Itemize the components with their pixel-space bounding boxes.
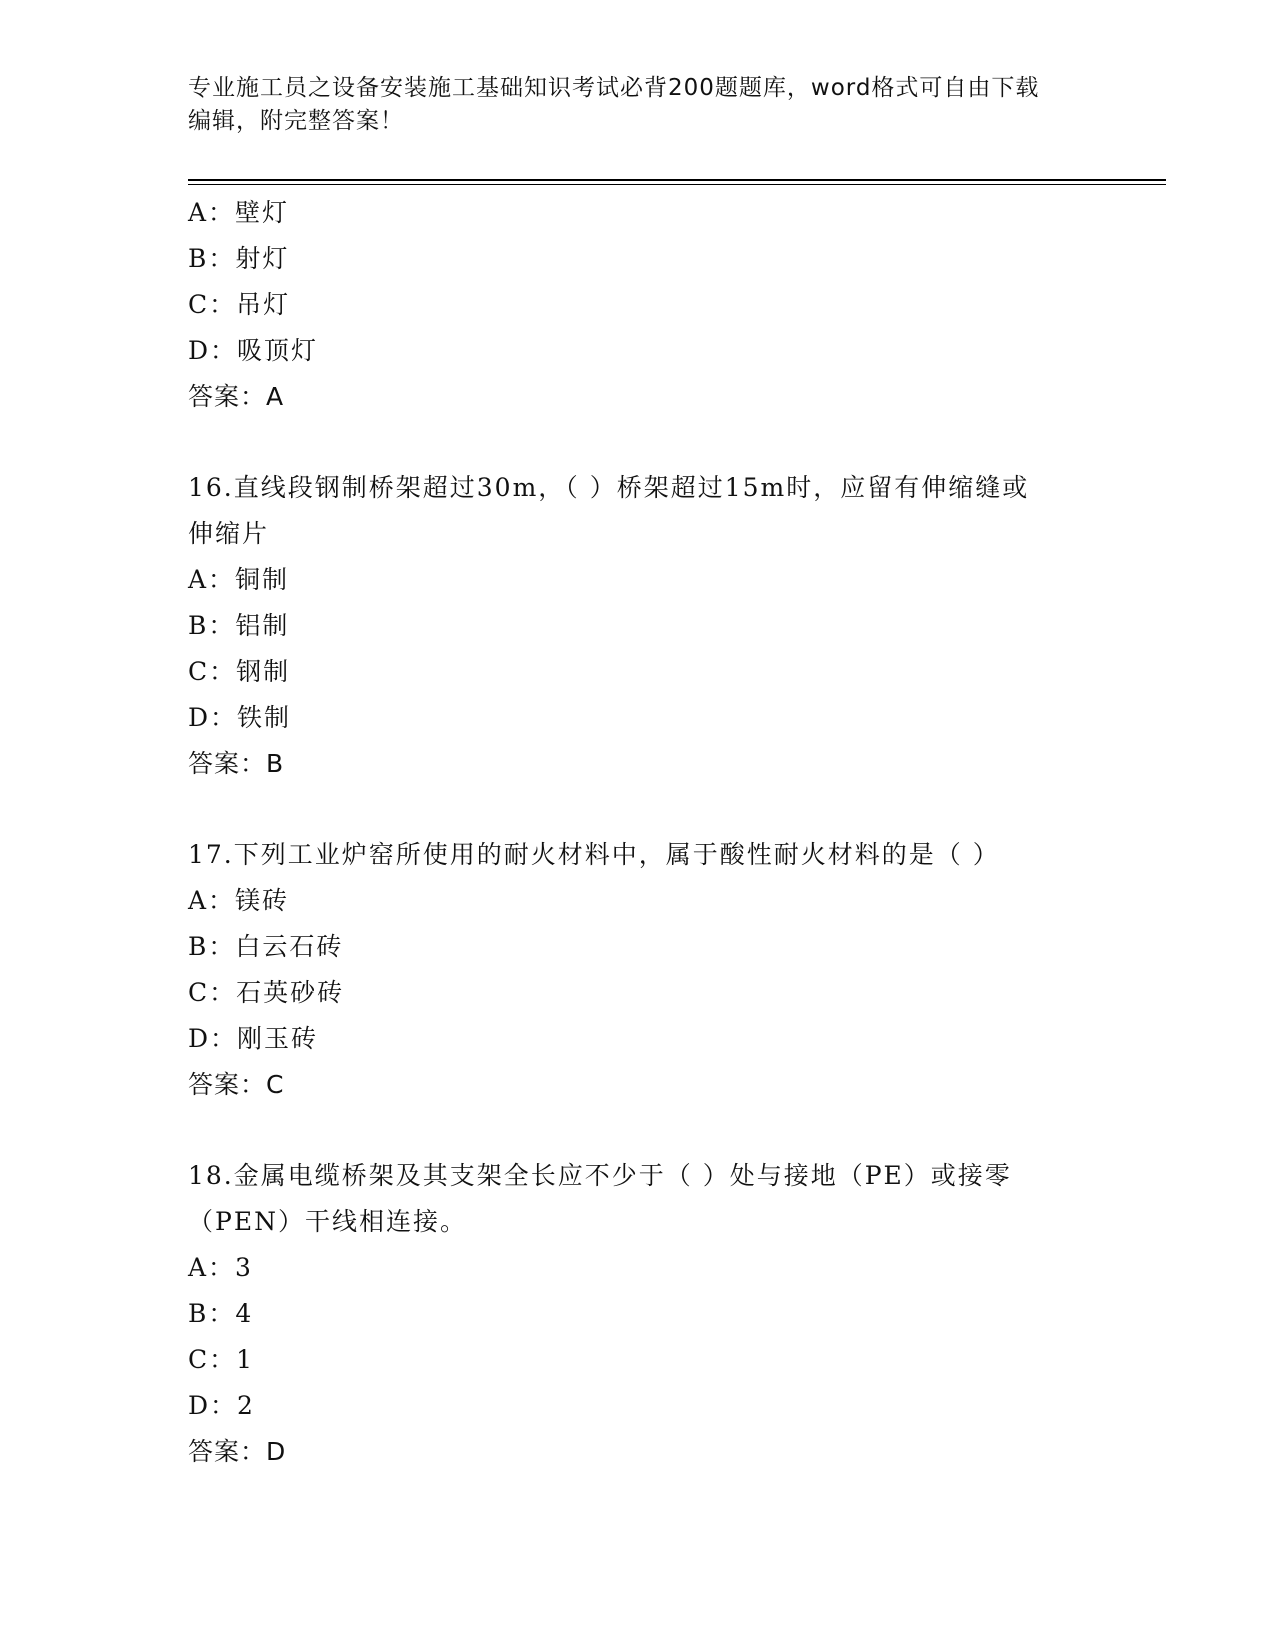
header-divider-thick [188, 179, 1166, 181]
question-list [188, 190, 1148, 1475]
document-header [188, 72, 1088, 138]
option-a: A：铜制 [188, 565, 290, 594]
answer-line: 答案：D [188, 1437, 287, 1466]
option-a: A：3 [188, 1253, 253, 1282]
option-d: D：2 [188, 1391, 255, 1420]
option-a: A：壁灯 [188, 198, 290, 227]
answer-line: 答案：C [188, 1070, 285, 1099]
option-b: B：射灯 [188, 244, 290, 273]
question-text-line: （PEN）干线相连接。 [188, 1207, 467, 1236]
option-c: C：石英砂砖 [188, 978, 345, 1007]
option-b: B：铝制 [188, 611, 290, 640]
option-b: B：白云石砖 [188, 932, 344, 961]
question-text-line: 18.金属电缆桥架及其支架全长应不少于（ ）处与接地（PE）或接零 [188, 1161, 1012, 1190]
option-d: D：铁制 [188, 703, 292, 732]
question-block [188, 1153, 1148, 1475]
header-divider-thin [188, 184, 1166, 185]
header-line-1: 专业施工员之设备安装施工基础知识考试必背200题题库，word格式可自由下载 [188, 75, 1040, 101]
question-text-line: 伸缩片 [188, 519, 270, 548]
option-a: A：镁砖 [188, 886, 290, 915]
question-block [188, 190, 1148, 420]
option-b: B：4 [188, 1299, 254, 1328]
question-text-line: 17.下列工业炉窑所使用的耐火材料中，属于酸性耐火材料的是（ ） [188, 840, 1000, 869]
header-line-2: 编辑，附完整答案！ [188, 108, 404, 134]
option-c: C：1 [188, 1345, 255, 1374]
answer-line: 答案：B [188, 749, 285, 778]
option-c: C：钢制 [188, 657, 291, 686]
option-d: D：吸顶灯 [188, 336, 319, 365]
answer-line: 答案：A [188, 382, 285, 411]
question-block [188, 832, 1148, 1108]
question-block [188, 465, 1148, 787]
option-c: C：吊灯 [188, 290, 291, 319]
option-d: D：刚玉砖 [188, 1024, 319, 1053]
question-text-line: 16.直线段钢制桥架超过30m，（ ）桥架超过15m时，应留有伸缩缝或 [188, 473, 1030, 502]
